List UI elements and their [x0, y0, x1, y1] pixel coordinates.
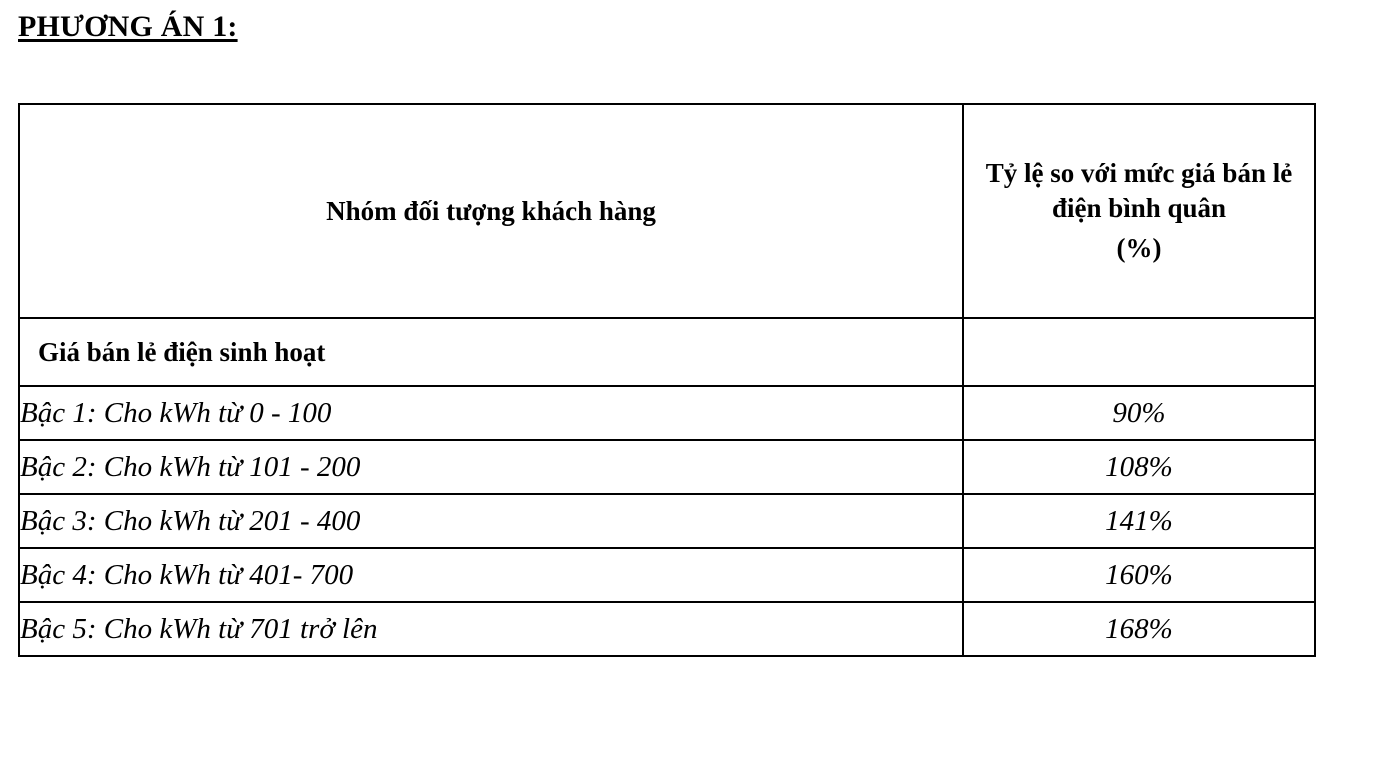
- tier-label: Bậc 3: Cho kWh từ 201 - 400: [19, 494, 963, 548]
- tier-label: Bậc 5: Cho kWh từ 701 trở lên: [19, 602, 963, 656]
- tier-value: 90%: [963, 386, 1315, 440]
- section-label-household-retail-price: Giá bán lẻ điện sinh hoạt: [19, 318, 963, 386]
- table-row: [19, 602, 1315, 656]
- table-row: [19, 318, 1315, 386]
- tier-value: 160%: [963, 548, 1315, 602]
- table-row: [19, 440, 1315, 494]
- tier-value: 168%: [963, 602, 1315, 656]
- table-row: [19, 386, 1315, 440]
- column-header-ratio-unit: (%): [1116, 232, 1162, 263]
- table-header-row: [19, 104, 1315, 318]
- page-title: PHƯƠNG ÁN 1:: [18, 10, 238, 43]
- column-header-customer-group: Nhóm đối tượng khách hàng: [19, 104, 963, 318]
- electricity-rate-table: [18, 103, 1316, 657]
- tier-value: 141%: [963, 494, 1315, 548]
- column-header-ratio: [963, 104, 1315, 318]
- tier-label: Bậc 2: Cho kWh từ 101 - 200: [19, 440, 963, 494]
- tier-value: 108%: [963, 440, 1315, 494]
- tier-label: Bậc 4: Cho kWh từ 401- 700: [19, 548, 963, 602]
- table-row: [19, 494, 1315, 548]
- tier-label: Bậc 1: Cho kWh từ 0 - 100: [19, 386, 963, 440]
- section-value-household-retail-price: [963, 318, 1315, 386]
- column-header-ratio-main: Tỷ lệ so với mức giá bán lẻ điện bình quân: [985, 158, 1293, 224]
- table-row: [19, 548, 1315, 602]
